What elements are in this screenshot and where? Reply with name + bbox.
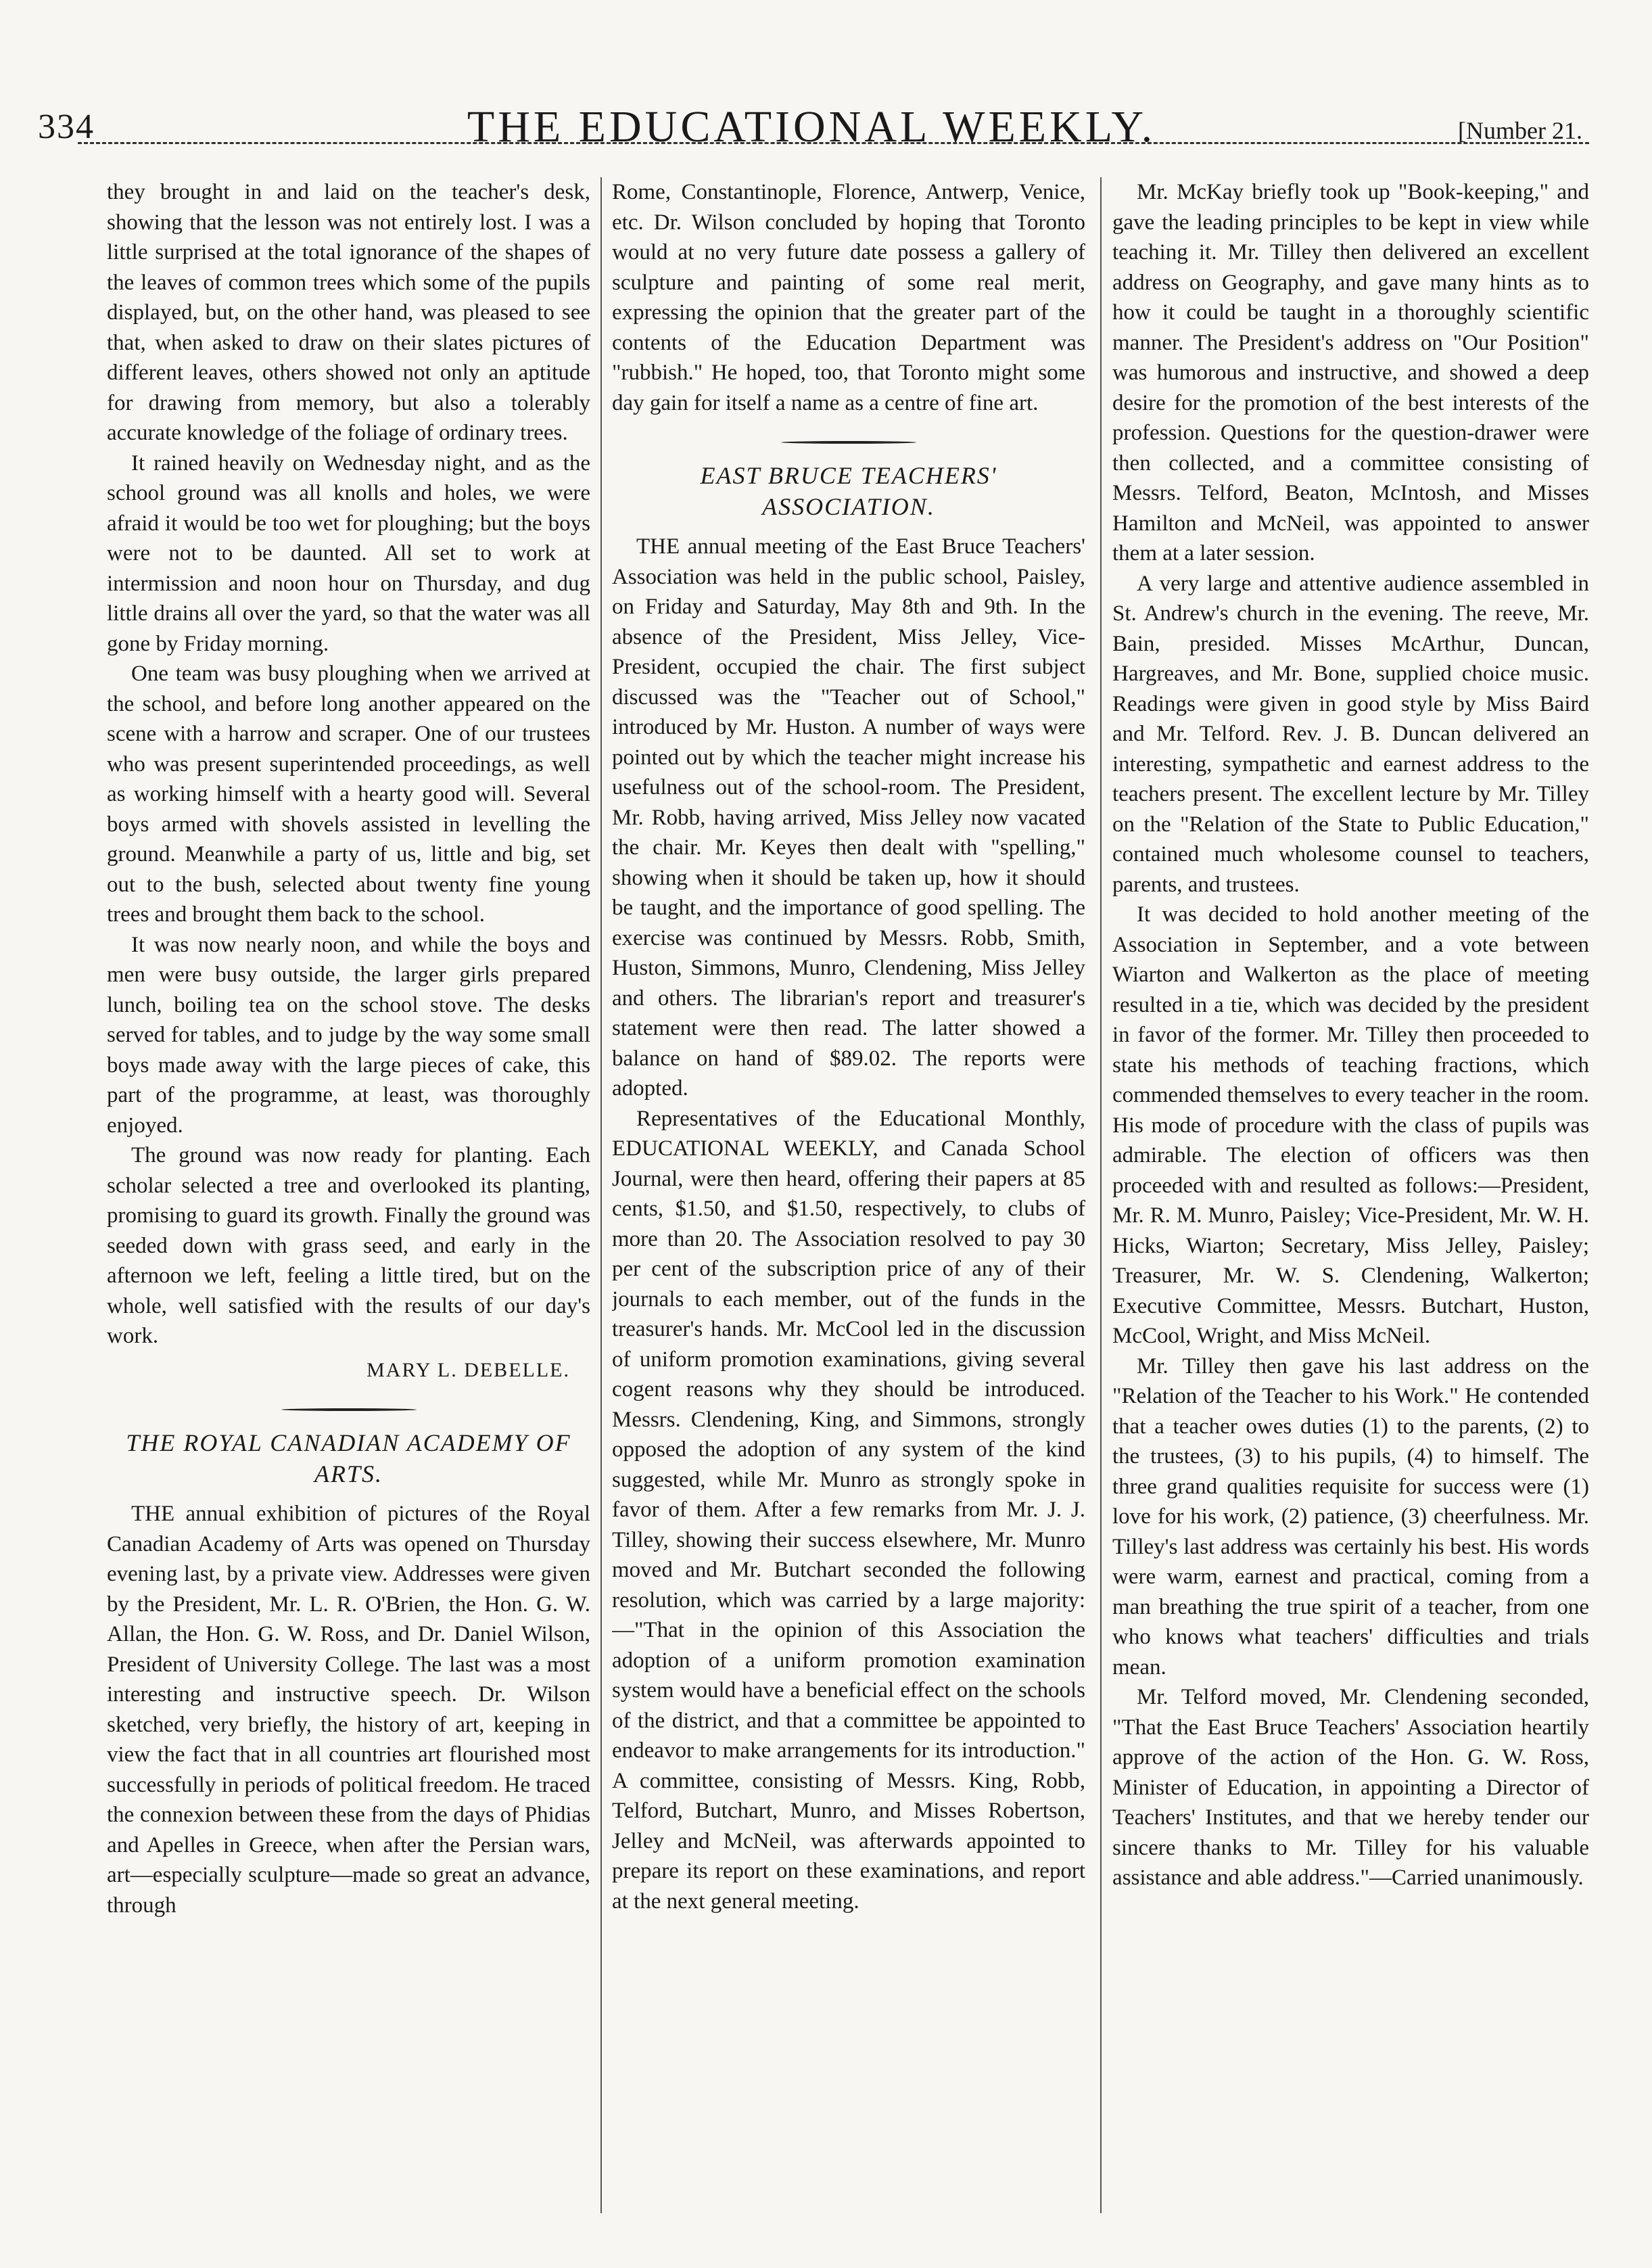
column-1 [107, 177, 590, 2227]
section-divider-ornament [281, 1408, 417, 1411]
column-2 [612, 177, 1085, 2227]
paragraph-text: annual exhibition of pictures of the Royal Canadian Academy of Arts was opened on Thursday evening last, by a private view. Addresses were given by the President, Mr. L. R. O'Brien, the Hon. G. W. Allan, the Hon. G. W. Ross, and Dr. Daniel Wilson, President of University College. The last was a most interesting and instructive speech. Dr. Wilson sketched, very briefly, the history of art, keeping in view the fact that in all countries art flourished most successfully in periods of political freedom. He traced the connexion between these from the days of Phidias and Apelles in Greece, when after the Persian wars, art—especially sculpture—made so great an advance, through [107, 1502, 590, 1918]
paragraph: A very large and attentive audience assembled in St. Andrew's church in the evening. The reeve, Mr. Bain, presided. Misses McArthur, Duncan, Hargreaves, and Mr. Bone, supplied choice music. Readings were given in good style by Miss Baird and Mr. Telford. Rev. J. B. Duncan delivered an interesting, sympathetic and earnest address to the teachers present. The excellent lecture by Mr. Tilley on the "Relation of the State to Public Education," contained much wholesome counsel to teachers, parents, and trustees. [1112, 571, 1589, 897]
paragraph: Rome, Constantinople, Florence, Antwerp, Venice, etc. Dr. Wilson concluded by hoping that Toronto would at no very future date possess a gallery of sculpture and painting of some real merit, expressing the opinion that the greater part of the contents of the Education Department was "rubbish." He hoped, too, that Toronto might some day gain for itself a name as a centre of fine art. [612, 180, 1085, 415]
column-3 [1112, 177, 1589, 2227]
section-title-east-bruce: EAST BRUCE TEACHERS' ASSOCIATION. [700, 462, 997, 520]
paragraph: It rained heavily on Wednesday night, and as the school ground was all knolls and holes, we were afraid it would be too wet for ploughing; but the boys were not to be daunted. All set to work at intermission and noon hour on Thursday, and dug little drains all over the yard, so that the water was all gone by Friday morning. [107, 450, 590, 656]
paragraph [612, 532, 1085, 1104]
section-divider-ornament [781, 441, 916, 444]
paragraph: The ground was now ready for planting. Each scholar selected a tree and overlooked its planting, promising to guard its growth. Finally the ground was seeded down with grass seed, and early in the afternoon we left, feeling a little tired, but on the whole, well satisfied with the results of our day's work. [107, 1143, 590, 1348]
lead-word: THE [636, 534, 680, 559]
paragraph: Mr. Tilley then gave his last address on the "Relation of the Teacher to his Work." He contended that a teacher owes duties (1) to the parents, (2) to the trustees, (3) to his pupils, (4) to himself. The three grand qualities requisite for success were (1) love for his work, (2) patience, (3) cheerfulness. Mr. Tilley's last address was certainly his best. His words were warm, earnest and practical, coming from a man breathing the true spirit of a teacher, from one who knows what teachers' difficulties and trials mean. [1112, 1353, 1589, 1680]
paragraph: It was decided to hold another meeting of the Association in September, and a vote between Wiarton and Walkerton as the place of meeting resulted in a tie, which was decided by the president in favor of the former. Mr. Tilley then proceeded to state his methods of teaching fractions, which commended themselves to every teacher in the room. His mode of procedure with the class of pupils was admirable. The election of officers was then proceeded with and resulted as follows:—President, Mr. R. M. Munro, Paisley; Vice-President, Mr. W. H. Hicks, Wiarton; Secretary, Miss Jelley, Paisley; Treasurer, Mr. W. S. Clendening, Walkerton; Executive Committee, Messrs. Butchart, Huston, McCool, Wright, and Miss McNeil. [1112, 902, 1589, 1348]
paragraph: One team was busy ploughing when we arrived at the school, and before long another appeared on the scene with a harrow and scraper. One of our trustees who was present superintended proceedings, as well as working himself with a hearty good will. Several boys armed with shovels assisted in levelling the ground. Meanwhile a party of us, little and big, set out to the bush, selected about twenty fine young trees and brought them back to the school. [107, 662, 590, 927]
column-divider [600, 177, 602, 2213]
lead-word: THE [131, 1502, 175, 1526]
author-signature: MARY L. DEBELLE. [367, 1358, 570, 1381]
paragraph: Mr. McKay briefly took up "Book-keeping," and gave the leading principles to be kept in view while teaching it. Mr. Tilley then delivered an excellent address on Geography, and gave many hints as to how it could be taught in a thoroughly scientific manner. The President's address on "Our Position" was humorous and instructive, and showed a deep desire for the promotion of the best interests of the profession. Questions for the question-drawer were then collected, and a committee consisting of Messrs. Telford, Beaton, McIntosh, and Misses Hamilton and McNeil, was appointed to answer them at a later session. [1112, 180, 1589, 565]
section-title-academy: THE ROYAL CANADIAN ACADEMY OF ARTS. [126, 1429, 571, 1487]
publication-title: THE EDUCATIONAL WEEKLY. [467, 102, 1156, 152]
paragraph: they brought in and laid on the teacher's desk, showing that the lesson was not entirely lost. I was a little surprised at the total ignorance of the shapes of the leaves of common trees which some of the pupils displayed, but, on the other hand, was pleased to see that, when asked to draw on their slates pictures of different leaves, others showed not only an aptitude for drawing from memory, but also a tolerably accurate knowledge of the foliage of ordinary trees. [107, 180, 590, 445]
issue-number: [Number 21. [1458, 117, 1582, 144]
paragraph: Mr. Telford moved, Mr. Clendening seconded, "That the East Bruce Teachers' Association heartily approve of the action of the Hon. G. W. Ross, Minister of Education, in appointing a Director of Teachers' Institutes, and that we hereby tender our sincere thanks to Mr. Tilley for his valuable assistance and able address."—Carried unanimously. [1112, 1685, 1589, 1890]
paragraph-text: annual meeting of the East Bruce Teachers' Association was held in the public school, Paisley, on Friday and Saturday, May 8th and 9th. In the absence of the President, Miss Jelley, Vice-President, occupied the chair. The first subject discussed was the "Teacher out of School," introduced by Mr. Huston. A number of ways were pointed out by which the teacher might increase his usefulness out of the school-room. The President, Mr. Robb, having arrived, Miss Jelley now vacated the chair. Mr. Keyes then dealt with "spelling," showing when it should be taken up, how it should be taught, and the importance of good spelling. The exercise was continued by Messrs. Robb, Smith, Huston, Simmons, Munro, Clendening, Miss Jelley and others. The librarian's report and treasurer's statement were then read. The latter showed a balance on hand of $89.02. The reports were adopted. [612, 534, 1085, 1101]
paragraph: It was now nearly noon, and while the boys and men were busy outside, the larger girls prepared lunch, boiling tea on the school stove. The desks served for tables, and to judge by the way some small boys made away with the large pieces of cake, this part of the programme, at least, was thoroughly enjoyed. [107, 932, 590, 1138]
header-rule [78, 142, 1589, 144]
column-divider [1100, 177, 1102, 2213]
paragraph [107, 1499, 590, 1920]
page-header [34, 101, 1589, 169]
paragraph: Representatives of the Educational Monthly, EDUCATIONAL WEEKLY, and Canada School Journal, were then heard, offering their papers at 85 cents, $1.50, and $1.50, respectively, to clubs of more than 20. The Association resolved to pay 30 per cent of the subscription price of any of their journals to each member, out of the funds in the treasurer's hands. Mr. McCool led in the discussion of uniform promotion examinations, giving several cogent reasons why they should be introduced. Messrs. Clendening, King, and Simmons, strongly opposed the adoption of any system of the kind suggested, while Mr. Munro as strongly spoke in favor of them. After a few remarks from Mr. J. J. Tilley, showing their success elsewhere, Mr. Munro moved and Mr. Butchart seconded the following resolution, which was carried by a large majority:—"That in the opinion of this Association the adoption of a uniform promotion examination system would have a beneficial effect on the schools of the district, and that a committee be appointed to endeavor to make arrangements for its introduction." A committee, consisting of Messrs. King, Robb, Telford, Butchart, Munro, and Misses Robertson, Jelley and McNeil, was afterwards appointed to prepare its report on these examinations, and report at the next general meeting. [612, 1106, 1085, 1914]
page-number: 334 [38, 108, 95, 146]
